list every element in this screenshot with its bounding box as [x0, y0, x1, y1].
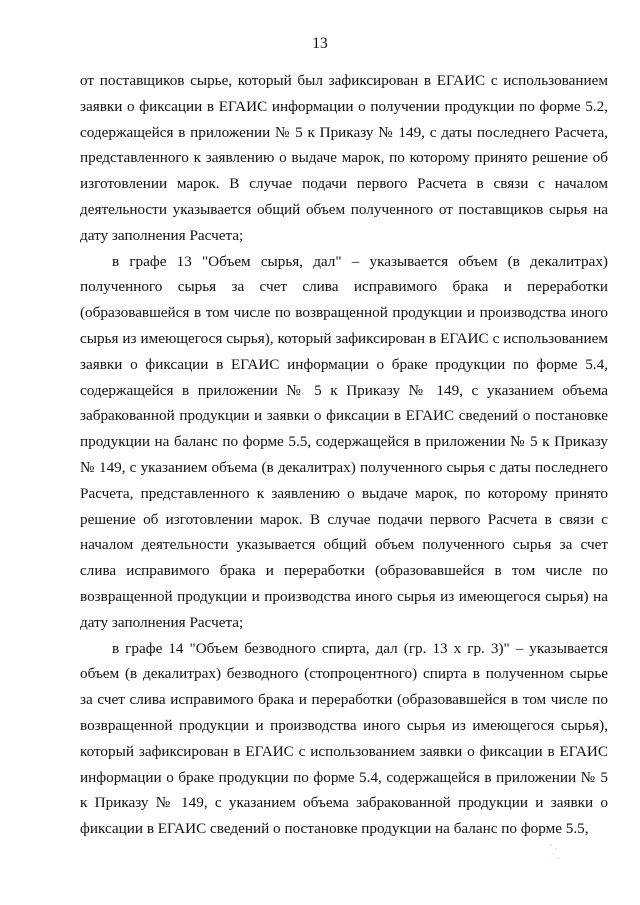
scan-artifact-icon [548, 841, 562, 863]
paragraph-continuation: от поставщиков сырье, который был зафиксирован в ЕГАИС с использованием заявки о фиксации в ЕГАИС информации о получении продукции по форме 5.2, содержащейся в приложении № 5 к Приказу № 149, с даты последнего Расчета, представленного к заявлению о выдаче марок, по которому принято решение об изготовлении марок. В случае подачи первого Расчета в связи с началом деятельности указывается общий объем полученного от поставщиков сырья на дату заполнения Расчета; [80, 72, 608, 244]
paragraph-column-14: в графе 14 "Объем безводного спирта, дал (гр. 13 х гр. 3)" – указывается объем (в декалитрах) безводного (стопроцентного) спирта в полученном сырье за счет слива исправимого брака и переработки (образовавшейся в том числе по возвращенной продукции и производства иного сырья из имеющегося сырья), который зафиксирован в ЕГАИС с использованием заявки о фиксации в ЕГАИС информации о браке продукции по форме 5.4, содержащейся в приложении № 5 к Приказу № 149, с указанием объема забракованной продукции и заявки о фиксации в ЕГАИС сведений о постановке продукции на баланс по форме 5.5, [80, 639, 608, 838]
paragraph-column-13: в графе 13 "Объем сырья, дал" – указывается объем (в декалитрах) полученного сырья за счет слива исправимого брака и переработки (образовавшейся в том числе по возвращенной продукции и производства иного сырья из имеющегося сырья), который зафиксирован в ЕГАИС с использованием заявки о фиксации в ЕГАИС информации о браке продукции по форме 5.4, содержащейся в приложении № 5 к Приказу № 149, с указанием объема забракованной продукции и заявки о фиксации в ЕГАИС сведений о постановке продукции на баланс по форме 5.5, содержащейся в приложении № 5 к Приказу № 149, с указанием объема (в декалитрах) полученного сырья с даты последнего Расчета, представленного к заявлению о выдаче марок, по которому принято решение об изготовлении марок. В случае подачи первого Расчета в связи с началом деятельности указывается общий объем полученного сырья за счет слива исправимого брака и переработки (образовавшейся в том числе по возвращенной продукции и производства иного сырья из имеющегося сырья) на дату заполнения Расчета; [80, 252, 608, 631]
document-body [80, 68, 608, 842]
page-number: 13 [312, 35, 328, 52]
